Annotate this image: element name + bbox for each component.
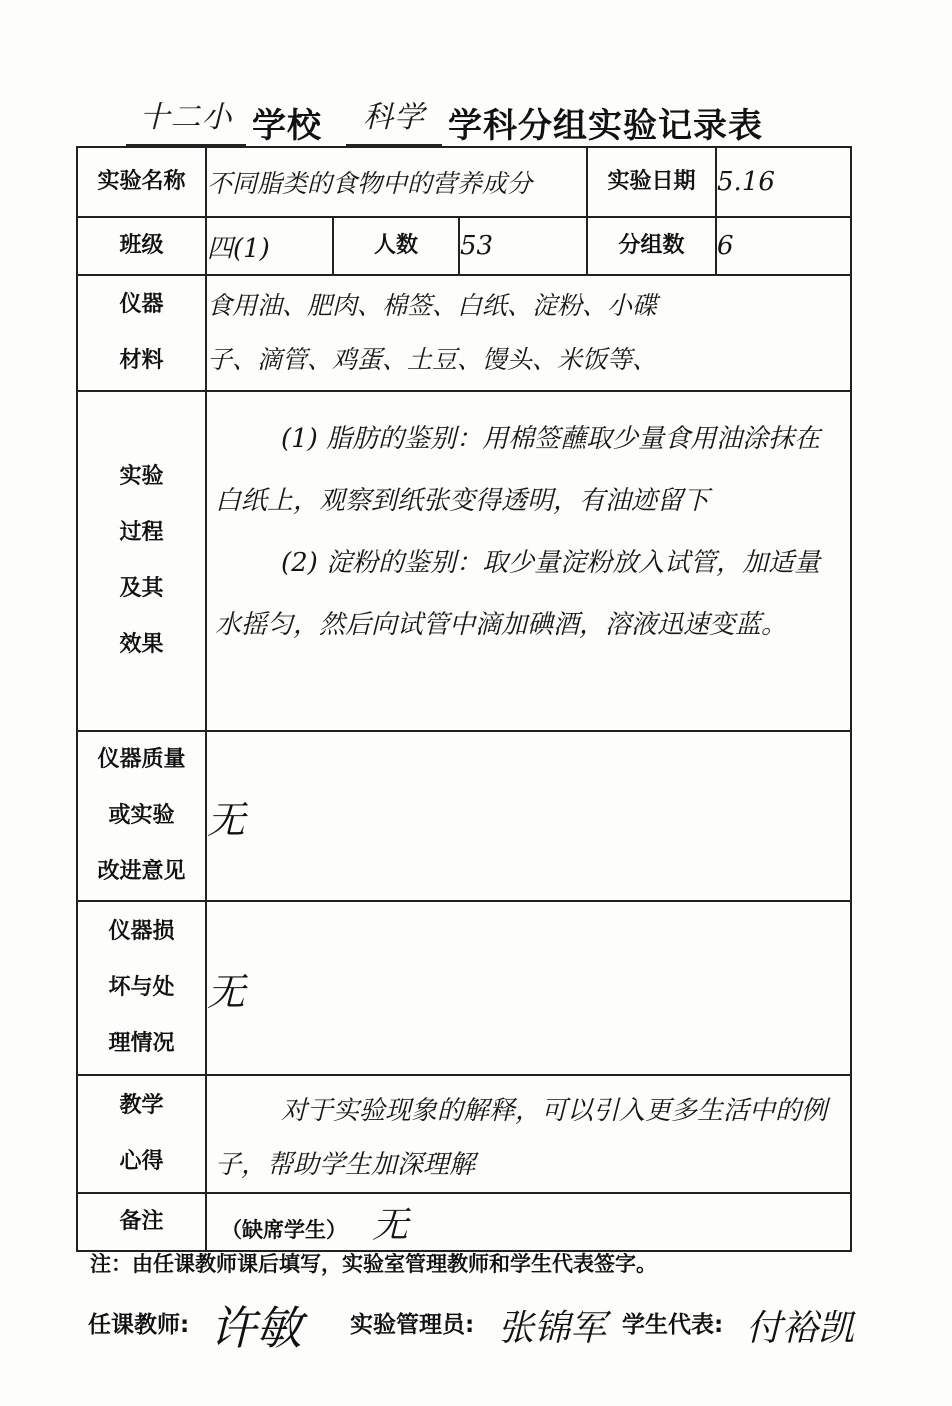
experiment-name-label: 实验名称 [77,147,206,217]
remarks-label: 备注 [77,1193,206,1251]
damage-label-line-1: 仪器损 [108,919,175,944]
process-label [77,391,206,731]
feedback-label-line-2: 或实验 [108,803,175,828]
process-label-line-1: 实验 [119,464,164,489]
materials-label-line-2: 材料 [119,348,164,373]
row-feedback [77,731,851,901]
feedback-label-line-3: 改进意见 [97,859,186,884]
process-paragraph-1: (1) 脂肪的鉴别：用棉签蘸取少量食用油涂抹在白纸上，观察到纸张变得透明，有油迹留下 [215,424,821,516]
row-experiment-name [77,147,851,217]
damage-label [77,901,206,1075]
experiment-date-label: 实验日期 [587,147,716,217]
class-label: 班级 [77,217,206,275]
materials-value [206,275,851,391]
subject-handwritten: 科学 [346,92,442,146]
row-teaching [77,1075,851,1193]
experiment-name-value: 不同脂类的食物中的营养成分 [206,147,587,217]
row-process [77,391,851,731]
row-materials [77,275,851,391]
groups-value: 6 [716,217,851,275]
student-signature: 付裕凯 [746,1308,855,1349]
teacher-label: 任课教师: [88,1312,190,1338]
row-remarks [77,1193,851,1251]
materials-line-1: 食用油、肥肉、棉签、白纸、淀粉、小碟 [207,291,658,320]
process-label-line-3: 及其 [119,576,164,601]
count-value: 53 [459,217,587,275]
footer-note: 注：由任课教师课后填写，实验室管理教师和学生代表签字。 [90,1252,657,1276]
experiment-date-value: 5.16 [716,147,851,217]
form-title [60,92,900,152]
row-damage [77,901,851,1075]
process-paragraph-2: (2) 淀粉的鉴别：取少量淀粉放入试管，加适量水摇匀，然后向试管中滴加碘酒，溶液迅速变蓝。 [215,548,821,640]
teaching-label-line-1: 教学 [119,1093,164,1118]
teacher-signature: 许敏 [210,1301,302,1355]
teaching-label-line-2: 心得 [119,1149,164,1174]
school-name-handwritten: 十二小 [126,92,246,146]
manager-label: 实验管理员: [350,1312,475,1338]
remarks-absent-label: （缺席学生） [221,1217,347,1242]
process-label-line-2: 过程 [119,520,164,545]
student-label: 学生代表: [622,1312,724,1338]
materials-label [77,275,206,391]
experiment-record-table [76,146,852,1252]
signature-row [88,1298,908,1388]
teaching-label [77,1075,206,1193]
teaching-value-cell [206,1075,851,1193]
feedback-label-line-1: 仪器质量 [97,747,186,772]
damage-label-line-3: 理情况 [108,1031,175,1056]
school-suffix: 学校 [252,106,322,146]
row-class-info [77,217,851,275]
process-label-line-4: 效果 [119,632,164,657]
materials-label-line-1: 仪器 [119,292,164,317]
groups-label: 分组数 [587,217,716,275]
materials-line-2: 子、滴管、鸡蛋、土豆、馒头、米饭等、 [207,345,658,374]
teaching-value: 对于实验现象的解释，可以引入更多生活中的例子，帮助学生加深理解 [215,1096,828,1180]
remarks-value-cell [206,1193,851,1251]
damage-label-line-2: 坏与处 [108,975,175,1000]
feedback-label [77,731,206,901]
count-label: 人数 [333,217,459,275]
title-suffix: 学科分组实验记录表 [448,106,763,146]
class-value: 四(1) [206,217,333,275]
feedback-value: 无 [206,731,851,901]
process-value [206,391,851,731]
manager-signature: 张锦军 [498,1308,607,1349]
remarks-value: 无 [372,1204,409,1246]
damage-value: 无 [206,901,851,1075]
